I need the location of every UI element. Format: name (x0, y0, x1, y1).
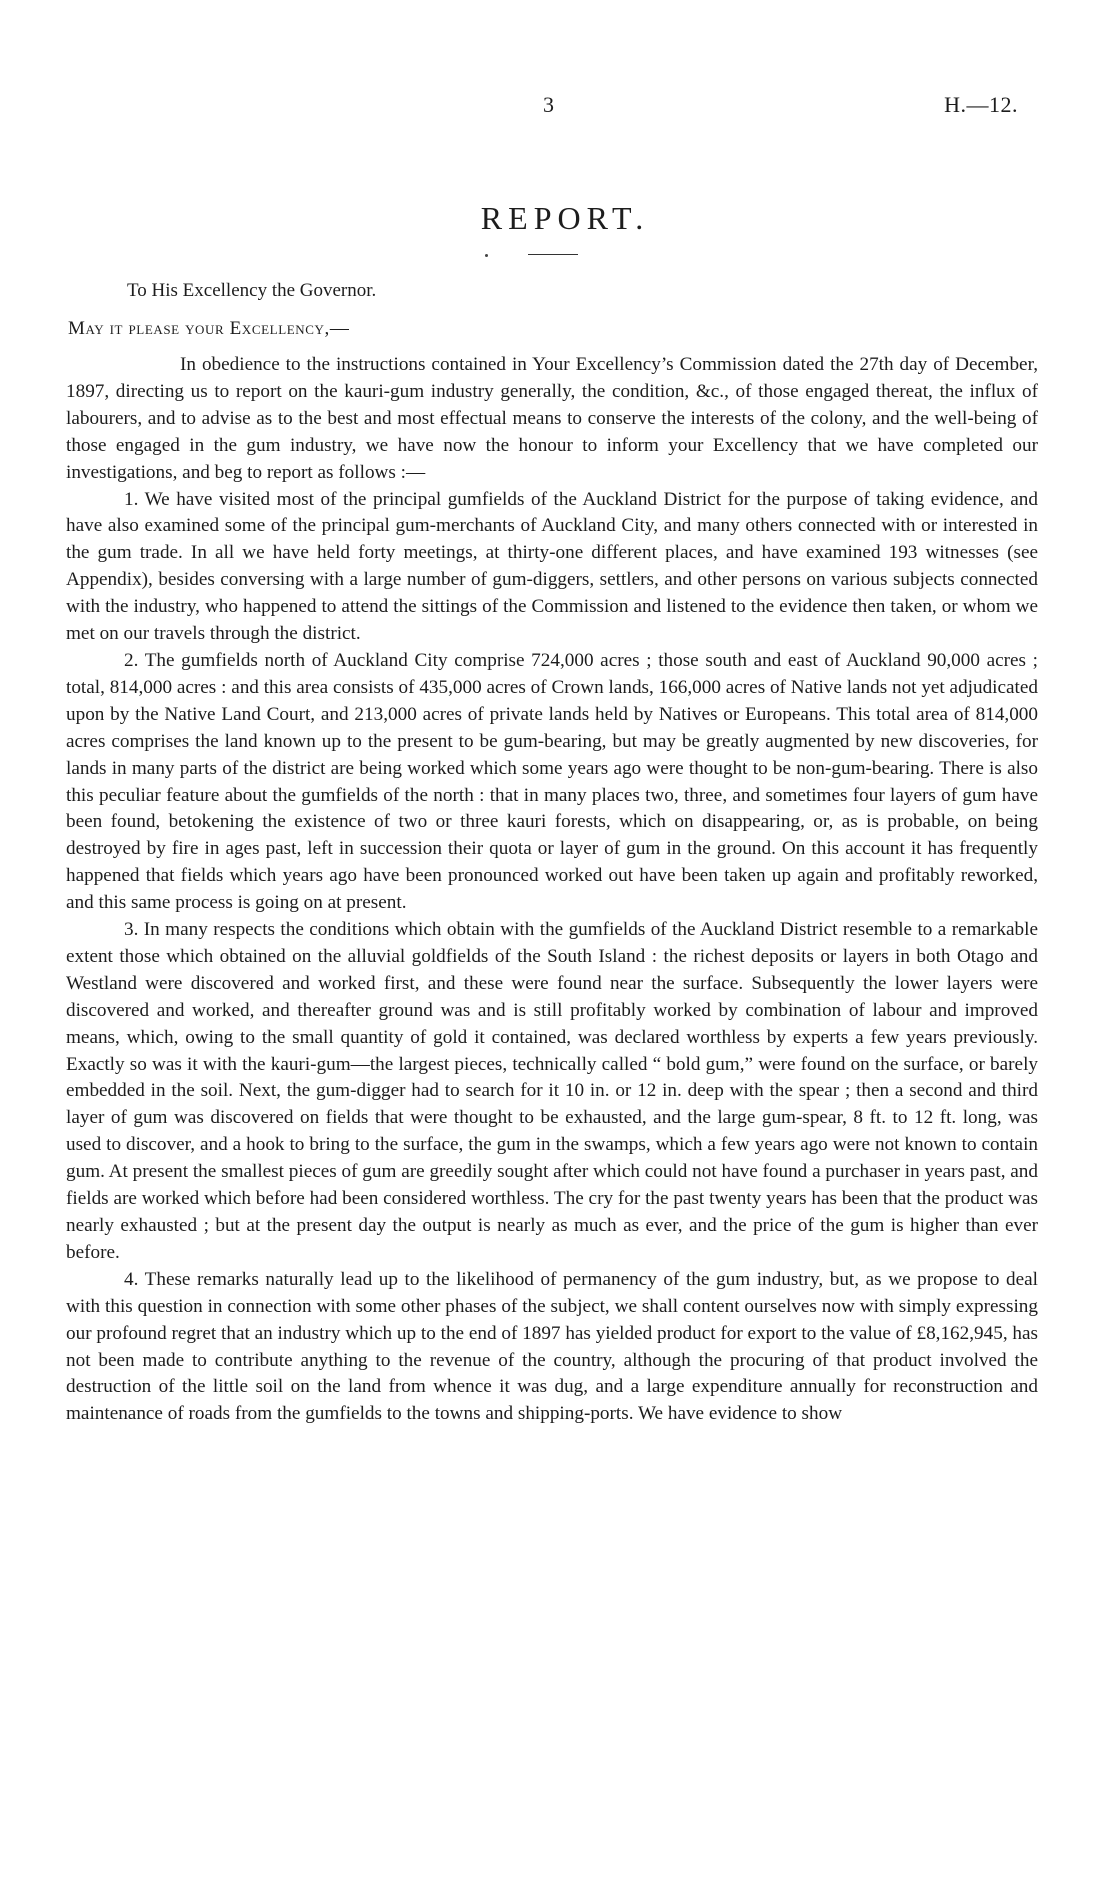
report-body (66, 352, 1038, 1428)
paragraph-3: 3. In many respects the conditions which obtain with the gumfields of the Auckland District resemble to a remarkable extent those which obtained on the alluvial goldfields of the South Island : the richest deposits or layers in both Otago and Westland were discovered and worked first, and these were found near the surface. Subsequently the lower layers were discovered and worked, and thereafter ground was and is still profitably worked by combination of labour and improved means, which, owing to the small quantity of gold it contained, was declared worthless by experts a few years previously. Exactly so was it with the kauri-gum—the largest pieces, technically called “ bold gum,” were found on the surface, or barely embedded in the soil. Next, the gum-digger had to search for it 10 in. or 12 in. deep with the spear ; then a second and third layer of gum was discovered on fields that were thought to be exhausted, and the large gum-spear, 8 ft. to 12 ft. long, was used to discover, and a hook to bring to the surface, the gum in the swamps, which a few years ago were not known to contain gum. At present the smallest pieces of gum are greedily sought after which could not have found a purchaser in years past, and fields are worked which before had been considered worthless. The cry for the past twenty years has been that the product was nearly exhausted ; but at the present day the output is nearly as much as ever, and the price of the gum is higher than ever before. (66, 919, 1038, 1263)
salutation: To His Excellency the Governor. (127, 280, 377, 301)
paragraph-intro: In obedience to the instructions contained in Your Excellency’s Commission dated the 27th day of December, 1897, directing us to report on the kauri-gum industry generally, the condition, &c., of those engaged thereat, the influx of labourers, and to advise as to the best and most effectual means to conserve the interests of the colony, and the well-being of those engaged in the gum industry, we have now the honour to inform your Excellency that we have completed our investigations, and beg to report as follows :— (66, 354, 1038, 483)
page-header (0, 92, 1114, 124)
title-dot (485, 254, 488, 257)
paragraph-4: 4. These remarks naturally lead up to the likelihood of permanency of the gum industry, but, as we propose to deal with this question in connection with some other phases of the subject, we shall content ourselves now with simply expressing our profound regret that an industry which up to the end of 1897 has yielded product for export to the value of £8,162,945, has not been made to contribute anything to the revenue of the country, although the procuring of that product involved the destruction of the little soil on the land from whence it was dug, and a large expenditure annually for reconstruction and maintenance of roads from the gumfields to the towns and shipping-ports. We have evidence to show (66, 1268, 1038, 1425)
report-title: REPORT. (480, 200, 650, 236)
title-rule (528, 254, 578, 255)
paragraph-2: 2. The gumfields north of Auckland City comprise 724,000 acres ; those south and east of Auckland 90,000 acres ; total, 814,000 acres : and this area consists of 435,000 acres of Crown lands, 166,000 acres of Native lands not yet adjudicated upon by the Native Land Court, and 213,000 acres of private lands held by Natives or Europeans. This total area of 814,000 acres comprises the land known up to the present to be gum-bearing, but may be greatly augmented by new discoveries, for lands in many parts of the district are being worked which some years ago were thought to be non-gum-bearing. There is also this peculiar feature about the gumfields of the north : that in many places two, three, and sometimes four layers of gum have been found, betokening the existence of two or three kauri forests, which on disappearing, or, as is probable, on being destroyed by fire in ages past, left in succession their quota or layer of gum in the ground. On this account it has frequently happened that fields which years ago have been pronounced worked out have been taken up again and profitably reworked, and this same process is going on at present. (66, 649, 1038, 914)
formal-address: May it please your Excellency,— (68, 318, 350, 339)
paragraph-1: 1. We have visited most of the principal gumfields of the Auckland District for the purpose of taking evidence, and have also examined some of the principal gum-merchants of Auckland City, and many others connected with or interested in the gum trade. In all we have held forty meetings, at thirty-one different places, and have examined 193 witnesses (see Appendix), besides conversing with a large number of gum-diggers, settlers, and other persons on various subjects connected with the industry, who happened to attend the sittings of the Commission and listened to the evidence then taken, or whom we met on our travels through the district. (66, 488, 1038, 645)
document-code: H.—12. (944, 92, 1018, 117)
page-number: 3 (543, 92, 554, 117)
